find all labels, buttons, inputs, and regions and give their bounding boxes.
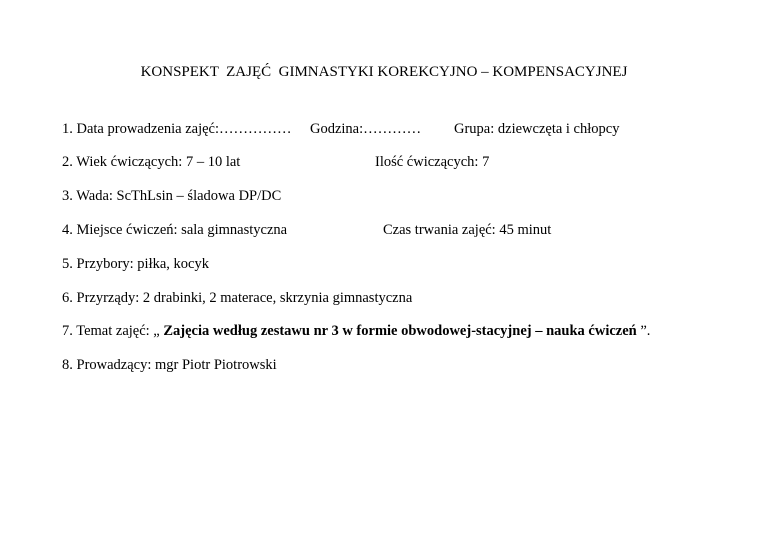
topic-suffix: ”. [636, 323, 651, 339]
age-field: 2. Wiek ćwiczących: 7 – 10 lat [62, 154, 241, 170]
topic-title: Zajęcia według zestawu nr 3 w formie obwodowej-stacyjnej – nauka ćwiczeń [159, 323, 637, 339]
date-field: 1. Data prowadzenia zajęć:…………… [62, 121, 292, 137]
defect-field: 3. Wada: ScThLsin – śladowa DP/DC [62, 188, 282, 204]
count-field: Ilość ćwiczących: 7 [375, 154, 490, 170]
document-title: KONSPEKT ZAJĘĆ GIMNASTYKI KOREKCYJNO – KOMPENSACYJNEJ [140, 64, 628, 80]
topic-prefix: 7. Temat zajęć: „ [62, 323, 160, 339]
equipment-field: 5. Przybory: piłka, kocyk [62, 256, 209, 272]
apparatus-field: 6. Przyrządy: 2 drabinki, 2 materace, skrzynia gimnastyczna [62, 290, 413, 306]
instructor-field: 8. Prowadzący: mgr Piotr Piotrowski [62, 357, 277, 373]
group-field: Grupa: dziewczęta i chłopcy [454, 121, 620, 137]
duration-field: Czas trwania zajęć: 45 minut [383, 222, 552, 238]
hour-field: Godzina:………… [310, 121, 422, 137]
topic-field [62, 323, 650, 340]
place-field: 4. Miejsce ćwiczeń: sala gimnastyczna [62, 222, 288, 238]
